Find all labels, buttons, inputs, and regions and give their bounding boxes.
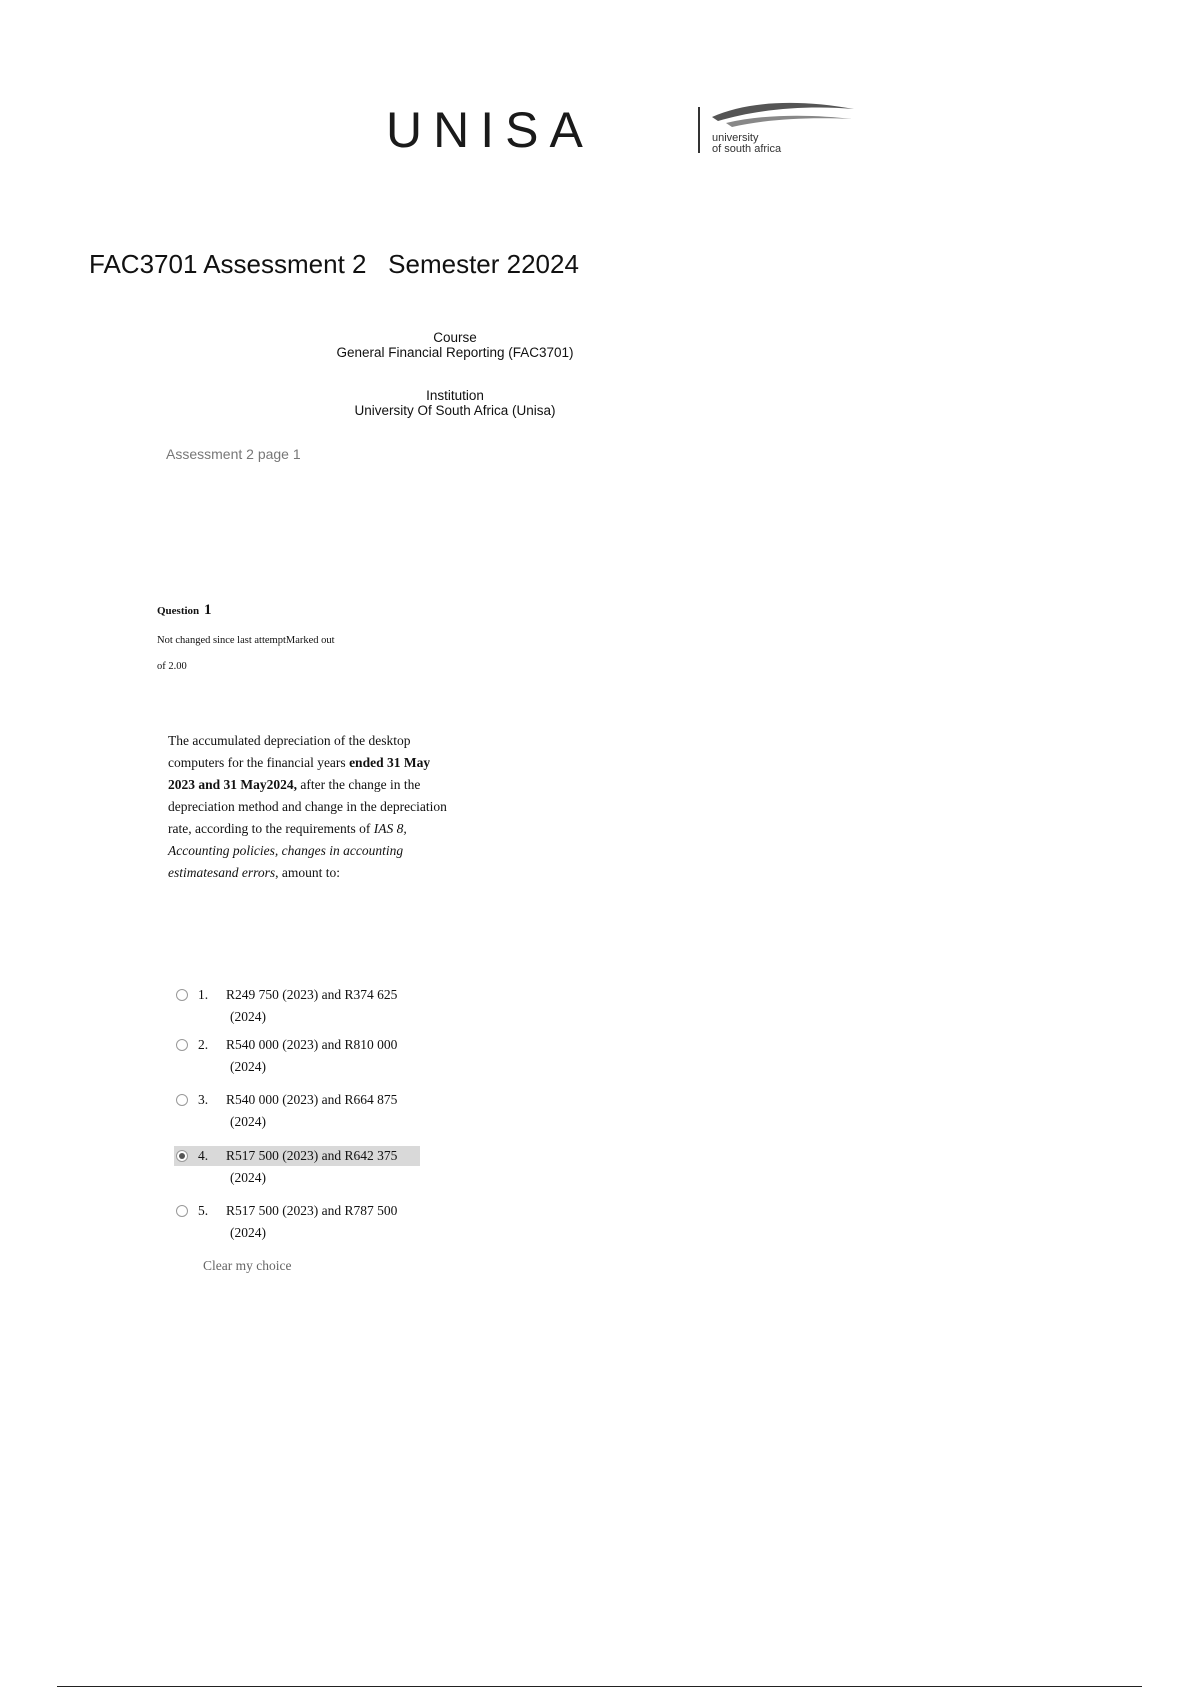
logo-subtitle	[712, 133, 781, 155]
answer-text-cont: (2024)	[230, 1009, 266, 1024]
answer-text: R249 750 (2023) and R374 625	[226, 987, 398, 1002]
answer-number: 5.	[198, 1203, 209, 1218]
question-label: Question	[157, 605, 200, 617]
question-number: 1	[203, 602, 212, 618]
answer-number: 3.	[198, 1092, 209, 1107]
institution-block	[300, 388, 610, 418]
logo-separator	[698, 107, 700, 153]
answer-text: R540 000 (2023) and R810 000	[226, 1037, 398, 1052]
clear-choice-link[interactable]: Clear my choice	[203, 1258, 292, 1273]
logo-subtitle-line2: of south africa	[712, 143, 782, 155]
page-label: Assessment 2 page 1	[166, 446, 301, 462]
answer-number: 2.	[198, 1037, 209, 1052]
logo-swoosh-icon	[708, 97, 858, 131]
course-value: General Financial Reporting (FAC3701)	[336, 345, 574, 360]
question-status	[157, 628, 387, 680]
answer-number: 4.	[198, 1148, 209, 1163]
logo-subtitle-line1: university	[712, 132, 759, 144]
answer-text-cont: (2024)	[230, 1114, 266, 1129]
answer-text-cont: (2024)	[230, 1170, 266, 1185]
answer-number: 1.	[198, 987, 209, 1002]
institution-label: Institution	[426, 388, 484, 403]
radio-button[interactable]	[176, 989, 188, 1001]
question-info	[157, 604, 387, 680]
question-text-italic: IAS 8, Accounting policies, changes in accounting estimatesand errors	[168, 821, 407, 880]
question-text-part1: The accumulated depreciation of the desktop computers for the financial years	[168, 733, 411, 770]
answer-text: R540 000 (2023) and R664 875	[226, 1092, 398, 1107]
unisa-logo	[380, 95, 860, 185]
course-label: Course	[433, 330, 477, 345]
question-text	[168, 730, 453, 884]
footer-divider	[57, 1686, 1142, 1687]
institution-value: University Of South Africa (Unisa)	[354, 403, 556, 418]
answer-text: R517 500 (2023) and R787 500	[226, 1203, 398, 1218]
question-text-bold: ended 31 May 2023 and 31 May2024,	[168, 755, 431, 792]
radio-button[interactable]	[176, 1039, 188, 1051]
answer-text: R517 500 (2023) and R642 375	[226, 1148, 398, 1163]
question-text-part3: , amount to:	[275, 865, 340, 880]
radio-button[interactable]	[176, 1094, 188, 1106]
question-heading	[157, 604, 387, 618]
radio-button[interactable]	[176, 1205, 188, 1217]
radio-button-selected[interactable]	[176, 1150, 188, 1162]
question-text-part2: after the change in the depreciation method and change in the depreciation rate, according to the requirements of	[168, 777, 447, 836]
document-title: FAC3701 Assessment 2 Semester 22024	[89, 249, 579, 279]
logo-wordmark: UNISA	[386, 102, 594, 158]
question-status-line2: of 2.00	[157, 661, 187, 672]
question-status-line1: Not changed since last attemptMarked out	[157, 635, 335, 646]
answer-text-cont: (2024)	[230, 1225, 266, 1240]
answer-text-cont: (2024)	[230, 1059, 266, 1074]
course-block	[300, 330, 610, 360]
